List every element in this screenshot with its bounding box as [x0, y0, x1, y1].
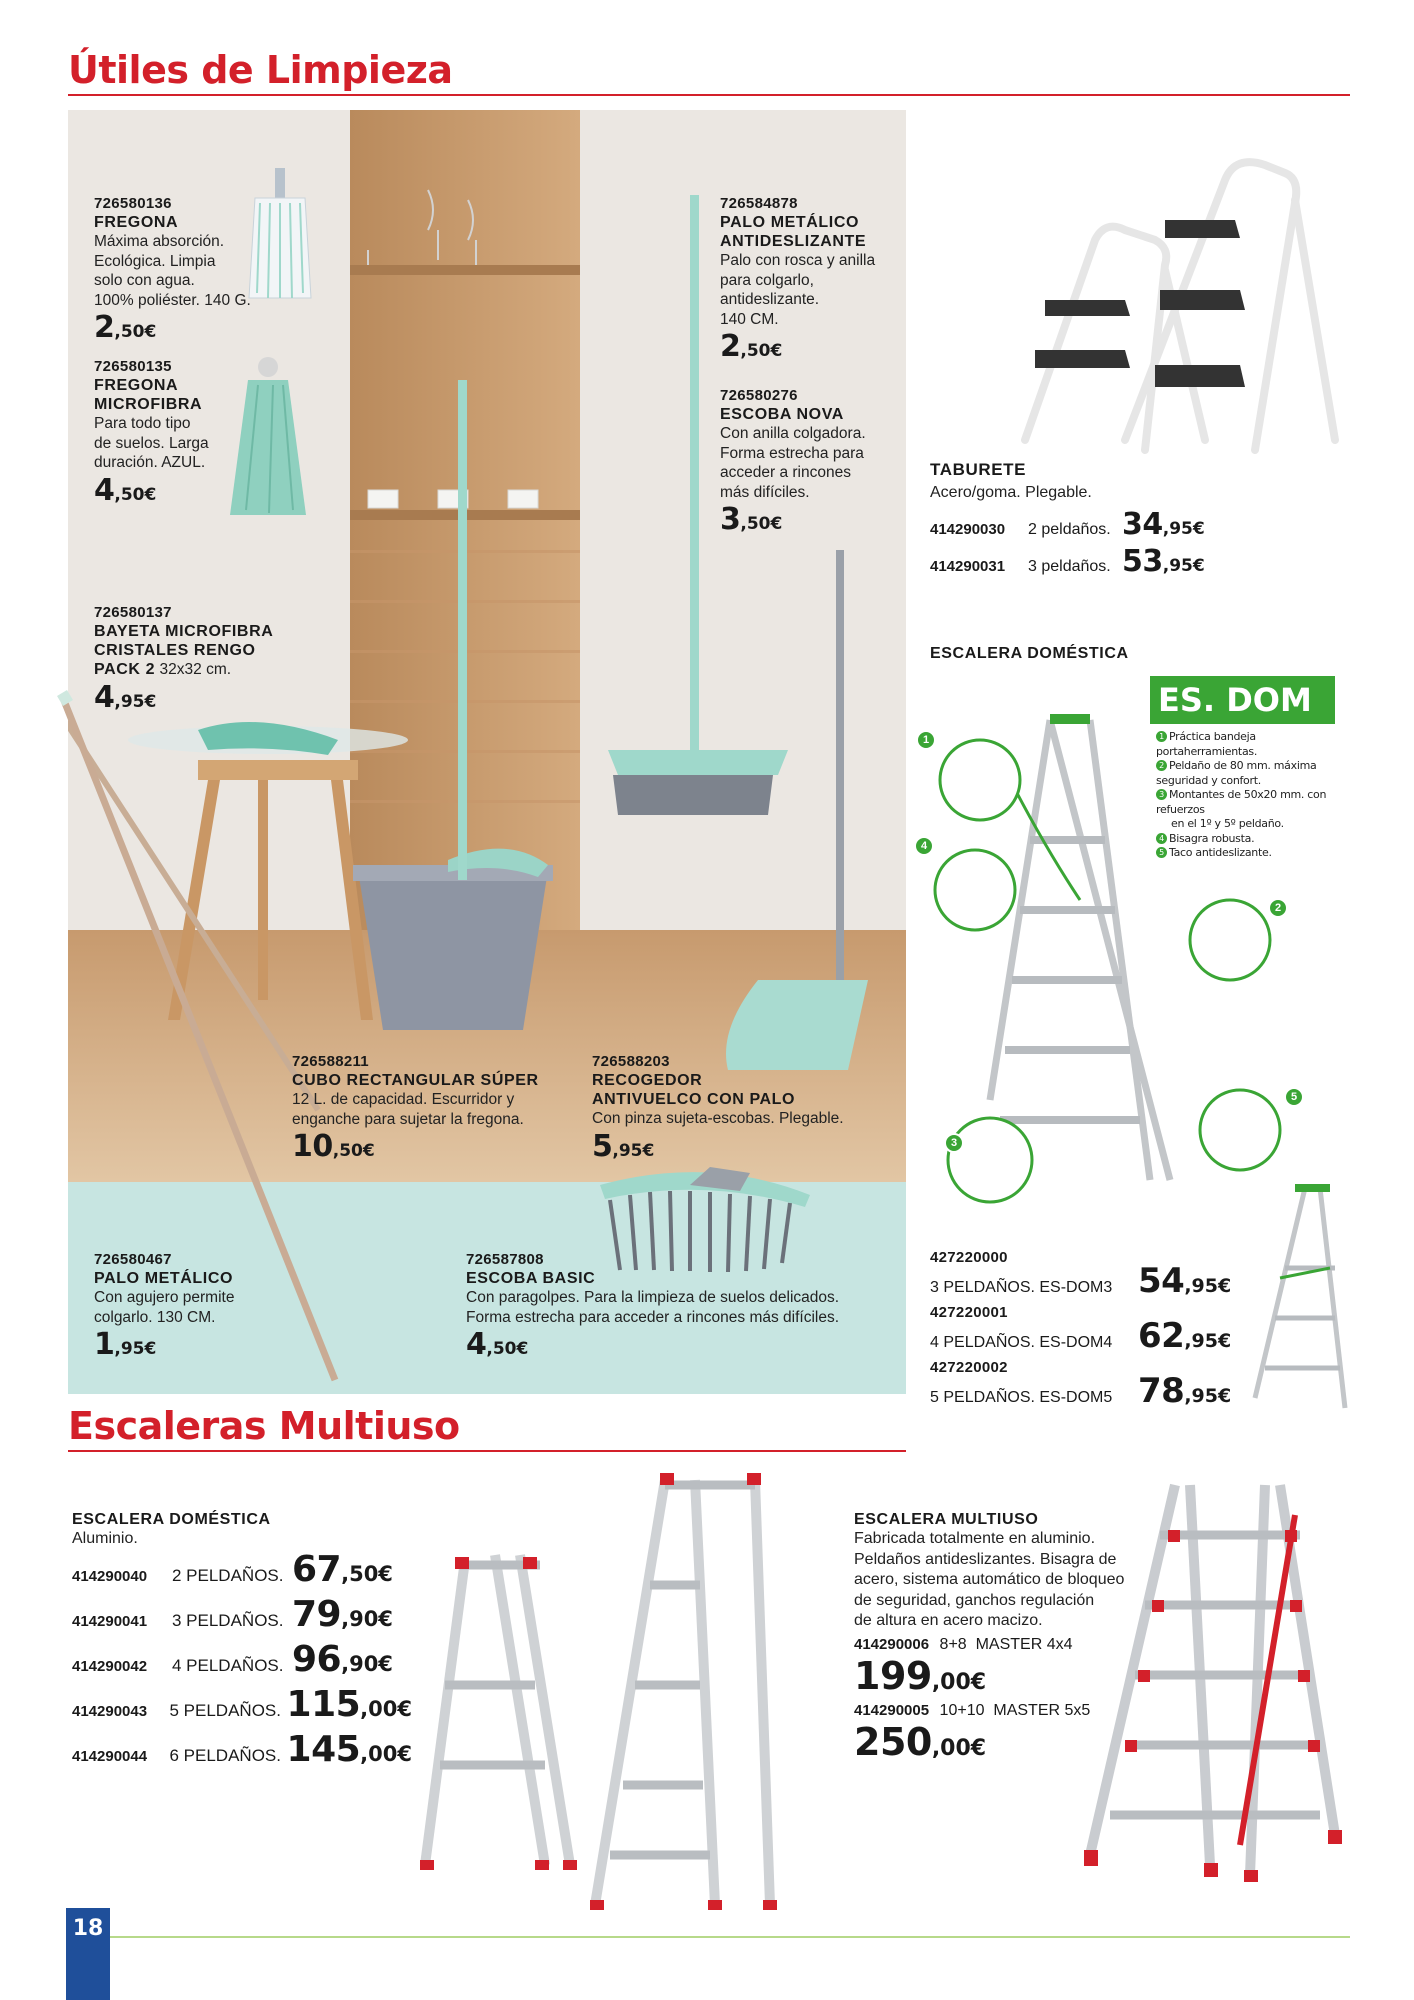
es-dom-ladder-image: [920, 700, 1340, 1220]
product-palo-metalico: [94, 1250, 294, 1362]
product-desc: 140 CM.: [720, 310, 779, 328]
product-name: RECOGEDOR: [592, 1072, 703, 1089]
product-desc: Acero/goma. Plegable.: [930, 484, 1092, 501]
title-rule: [68, 1450, 906, 1452]
product-price: 1,95€: [94, 1327, 157, 1362]
product-desc: enganche para sujetar la fregona.: [292, 1110, 524, 1128]
product-name: CUBO RECTANGULAR SÚPER: [292, 1072, 539, 1089]
product-code: 726580136: [94, 195, 172, 212]
price-row: 414290031 3 peldaños. 53 ,95€: [930, 543, 1205, 579]
product-price: 250,00€: [854, 1719, 987, 1764]
price-row: 414290042 4 PELDAÑOS. 96 ,90€: [72, 1638, 393, 1680]
price-row: 414290005 10+10 MASTER 5x5: [854, 1701, 1091, 1719]
product-name: ANTIVUELCO CON PALO: [592, 1091, 796, 1108]
price-row: 3 PELDAÑOS. ES-DOM3 54 ,95€: [930, 1261, 1232, 1301]
product-price: 4,95€: [94, 679, 157, 715]
product-desc: Para todo tipo: [94, 415, 191, 432]
product-desc: 12 L. de capacidad. Escurridor y: [292, 1091, 515, 1108]
price-row: 414290044 6 PELDAÑOS. 145 ,00€: [72, 1728, 412, 1770]
es-dom-prices: 427220000 3 PELDAÑOS. ES-DOM3 54 ,95€ 427220001 4 PELDAÑOS. ES-DOM4 62 ,95€ 427220002 5 PELDAÑOS. ES-DOM5 78 ,95€: [930, 1248, 1240, 1411]
price-row: 5 PELDAÑOS. ES-DOM5 78 ,95€: [930, 1371, 1232, 1411]
escalera-domestica-block: [72, 1510, 412, 1774]
product-price: 5,95€: [592, 1128, 655, 1164]
product-price: 2,50€: [94, 310, 157, 345]
callout-3: 3: [944, 1133, 964, 1153]
price-row: 414290030 2 peldaños. 34 ,95€: [930, 506, 1205, 542]
product-desc: Forma estrecha para: [720, 444, 864, 462]
product-escoba-nova: [720, 386, 900, 537]
product-desc: de altura en acero macizo.: [854, 1612, 1043, 1629]
product-desc: acceder a rincones: [720, 464, 851, 481]
product-price: 4,50€: [94, 472, 157, 508]
footer-rule: [110, 1936, 1350, 1938]
product-desc: duración. AZUL.: [94, 454, 206, 471]
product-name: TABURETE: [930, 460, 1027, 479]
price-row: 414290041 3 PELDAÑOS. 79 ,90€: [72, 1593, 393, 1635]
price-row: 414290043 5 PELDAÑOS. 115 ,00€: [72, 1683, 412, 1725]
product-desc: Peldaños antideslizantes. Bisagra de: [854, 1550, 1117, 1568]
product-desc: Forma estrecha para acceder a rincones más difíciles.: [466, 1308, 840, 1326]
product-name: FREGONA: [94, 377, 179, 394]
callout-1: 1: [916, 730, 936, 750]
es-dom-badge: ES. DOM: [1150, 676, 1335, 724]
es-dom-small-ladder-image: [1235, 1178, 1355, 1413]
product-name: ESCOBA NOVA: [720, 406, 844, 423]
product-bayeta: [94, 603, 334, 715]
product-desc: solo con agua.: [94, 272, 195, 289]
es-dom-title: ESCALERA DOMÉSTICA: [930, 645, 1129, 662]
product-name: ESCOBA BASIC: [466, 1270, 596, 1287]
product-cubo: [292, 1052, 572, 1164]
product-desc: Máxima absorción.: [94, 233, 225, 250]
product-desc: Aluminio.: [72, 1530, 138, 1547]
product-desc: antideslizante.: [720, 291, 820, 308]
price-row: 414290040 2 PELDAÑOS. 67 ,50€: [72, 1548, 393, 1590]
product-desc: Fabricada totalmente en aluminio.: [854, 1530, 1096, 1547]
product-escoba-basic: [466, 1250, 896, 1362]
product-desc: acero, sistema automático de bloqueo: [854, 1571, 1125, 1588]
product-price: 10,50€: [292, 1129, 375, 1164]
product-name: CRISTALES RENGO: [94, 642, 256, 659]
product-name: PALO METÁLICO: [94, 1270, 234, 1287]
product-name: MICROFIBRA: [94, 396, 203, 413]
product-desc: para colgarlo,: [720, 271, 814, 289]
section-title-limpieza: Útiles de Limpieza: [68, 48, 453, 92]
product-name: FREGONA: [94, 214, 179, 231]
product-name: ESCALERA DOMÉSTICA: [72, 1511, 271, 1528]
product-code: 726580137: [94, 604, 172, 621]
product-name: BAYETA MICROFIBRA: [94, 623, 274, 640]
product-code: 726588203: [592, 1053, 670, 1070]
escalera-multiuso-image: [1080, 1475, 1350, 1885]
product-desc: Con paragolpes. Para la limpieza de suelos delicados.: [466, 1289, 840, 1306]
es-dom-features: 1 Práctica bandeja portaherramientas. 2 Peldaño de 80 mm. máxima seguridad y confort. 3 Montantes de 50x20 mm. con refuerzos en el 1º y 5º peldaño. 4 Bisagra robusta. 5 Taco antideslizante.: [1156, 730, 1327, 859]
product-name: ESCALERA MULTIUSO: [854, 1511, 1039, 1528]
product-desc: de suelos. Larga: [94, 434, 209, 452]
product-desc: Con pinza sujeta-escobas. Plegable.: [592, 1110, 844, 1127]
product-desc: Ecológica. Limpia: [94, 252, 216, 270]
product-price: 199,00€: [854, 1653, 987, 1698]
product-desc: Palo con rosca y anilla: [720, 252, 876, 269]
title-rule: [68, 94, 1350, 96]
product-fregona: [94, 194, 284, 345]
callout-2: 2: [1268, 898, 1288, 918]
product-code: 726584878: [720, 195, 798, 212]
product-recogedor: [592, 1052, 892, 1164]
taburete-block: [930, 460, 1250, 579]
product-code: 726580135: [94, 358, 172, 375]
product-fregona-microfibra: [94, 357, 254, 508]
product-price: 2,50€: [720, 329, 783, 364]
section-title-escaleras: Escaleras Multiuso: [68, 1404, 460, 1448]
product-size: 32x32 cm.: [159, 661, 232, 678]
product-code: 726587808: [466, 1251, 544, 1268]
product-desc: colgarlo. 130 CM.: [94, 1308, 216, 1326]
product-code: 726580276: [720, 387, 798, 404]
product-palo-antideslizante: [720, 194, 910, 364]
escalera-domestica-image: [395, 1465, 865, 1925]
product-desc: Con agujero permite: [94, 1289, 235, 1306]
product-price: 4,50€: [466, 1327, 529, 1362]
product-desc: Con anilla colgadora.: [720, 425, 866, 442]
price-row: 4 PELDAÑOS. ES-DOM4 62 ,95€: [930, 1316, 1232, 1356]
page-number: 18: [66, 1908, 110, 2000]
product-desc: más difíciles.: [720, 483, 810, 501]
product-name: ANTIDESLIZANTE: [720, 233, 867, 250]
price-row: 414290006 8+8 MASTER 4x4: [854, 1635, 1073, 1653]
callout-4: 4: [914, 836, 934, 856]
product-code: 726588211: [292, 1053, 369, 1070]
product-code: 726580467: [94, 1251, 172, 1268]
product-name: PACK 2: [94, 661, 156, 678]
product-name: PALO METÁLICO: [720, 214, 860, 231]
product-desc: 100% poliéster. 140 G.: [94, 291, 251, 309]
taburete-image: [995, 140, 1345, 470]
product-desc: de seguridad, ganchos regulación: [854, 1591, 1095, 1609]
product-price: 3,50€: [720, 502, 783, 537]
callout-5: 5: [1284, 1087, 1304, 1107]
